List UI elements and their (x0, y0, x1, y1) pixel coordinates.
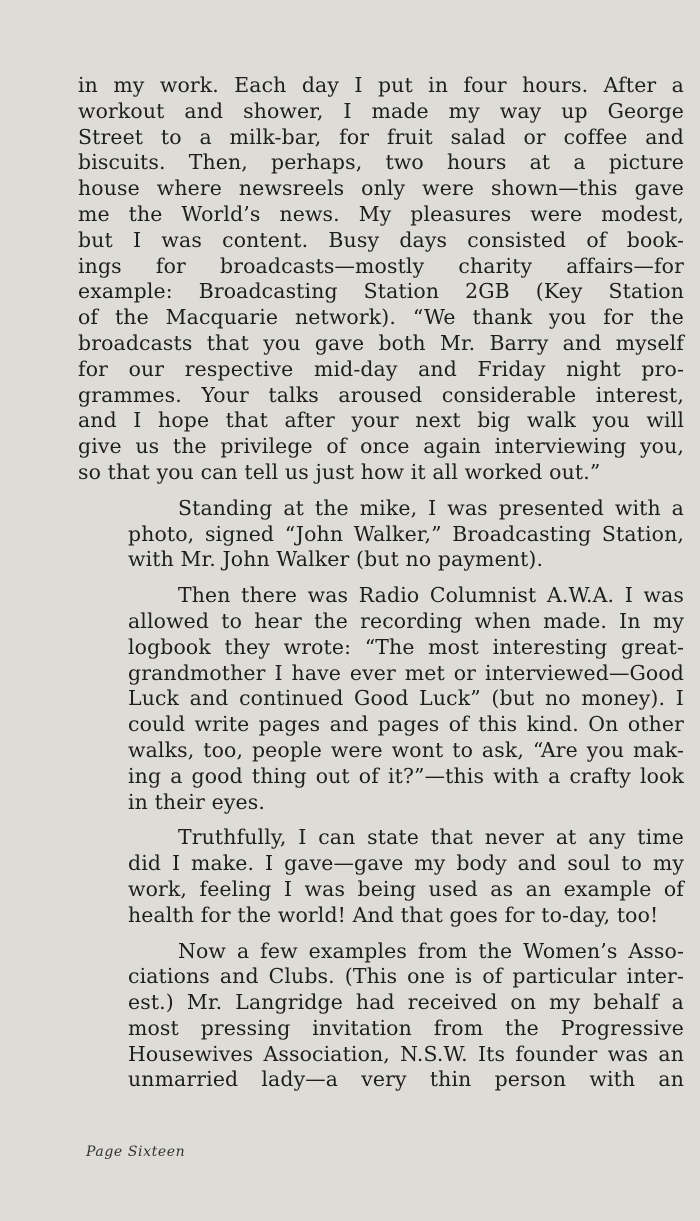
text-line: for our respective mid-day and Friday night pro- (78, 356, 684, 381)
text-line: so that you can tell us just how it all worked out.” (78, 459, 601, 484)
text-line: est.) Mr. Langridge had received on my behalf a (128, 990, 684, 1015)
text-line: Standing at the mike, I was presented with a (178, 495, 684, 520)
text-line: could write pages and pages of this kind. On other (128, 712, 684, 737)
text-line: Luck and continued Good Luck” (but no money). I (128, 686, 684, 711)
text-line: allowed to hear the recording when made. In my (128, 608, 684, 633)
text-line: walks, too, people were wont to ask, “Are you mak- (128, 737, 684, 762)
text-line: ings for broadcasts—mostly charity affairs—for (78, 253, 684, 278)
text-line: logbook they wrote: “The most interesting great- (128, 634, 684, 659)
text-line: ing a good thing out of it?”—this with a crafty look (128, 763, 684, 788)
text-line: most pressing invitation from the Progressive (128, 1015, 684, 1040)
text-line: with Mr. John Walker (but no payment). (128, 547, 544, 572)
text-line: workout and shower, I made my way up George (78, 98, 684, 123)
paragraph (78, 825, 684, 928)
text-line: ciations and Clubs. (This one is of particular inter- (128, 964, 684, 989)
paragraph (78, 73, 684, 486)
paragraph (78, 939, 684, 1094)
text-line: broadcasts that you gave both Mr. Barry and myself (78, 330, 684, 355)
text-line: did I make. I gave—gave my body and soul to my (128, 851, 684, 876)
text-line: give us the privilege of once again interviewing you, (78, 434, 684, 459)
page-number-footer: Page Sixteen (86, 1144, 186, 1160)
text-line: Street to a milk-bar, for fruit salad or coffee and (78, 124, 684, 149)
text-line: Housewives Association, N.S.W. Its founder was an (128, 1041, 684, 1066)
text-line: Then there was Radio Columnist A.W.A. I was (178, 583, 684, 608)
text-line: Now a few examples from the Women’s Asso- (178, 938, 684, 963)
text-line: grandmother I have ever met or interviewed—Good (128, 660, 684, 685)
body-text (78, 73, 684, 1103)
text-line: of the Macquarie network). “We thank you for the (78, 305, 684, 330)
text-line: photo, signed “John Walker,” Broadcasting Station, (128, 521, 684, 546)
text-line: house where newsreels only were shown—this gave (78, 176, 684, 201)
text-line: unmarried lady—a very thin person with an (128, 1067, 684, 1092)
paragraph (78, 583, 684, 815)
text-line: biscuits. Then, perhaps, two hours at a picture (78, 150, 684, 175)
text-line: work, feeling I was being used as an example of (128, 876, 684, 901)
text-line: me the World’s news. My pleasures were modest, (78, 201, 684, 226)
text-line: Truthfully, I can state that never at any time (178, 825, 684, 850)
text-line: health for the world! And that goes for to-day, too! (128, 902, 659, 927)
text-line: and I hope that after your next big walk you will (78, 408, 684, 433)
text-line: in my work. Each day I put in four hours. After a (78, 73, 684, 97)
text-line: grammes. Your talks aroused considerable interest, (78, 382, 684, 407)
text-line: in their eyes. (128, 789, 265, 814)
text-line: example: Broadcasting Station 2GB (Key Station (78, 279, 684, 304)
paragraph (78, 496, 684, 573)
text-line: but I was content. Busy days consisted of book- (78, 227, 684, 252)
